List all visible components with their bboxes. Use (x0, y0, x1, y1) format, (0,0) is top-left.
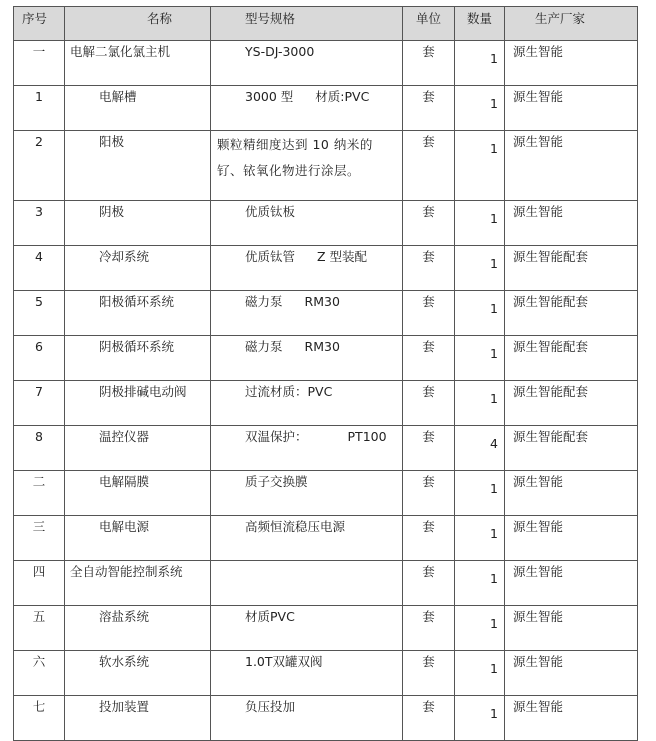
cell-maker: 源生智能 (505, 516, 638, 561)
cell-qty: 1 (455, 516, 505, 561)
cell-maker: 源生智能 (505, 86, 638, 131)
cell-model (211, 471, 403, 516)
cell-model (211, 131, 403, 201)
cell-model (211, 516, 403, 561)
cell-maker: 源生智能配套 (505, 381, 638, 426)
cell-name: 阴极 (65, 201, 211, 246)
cell-unit: 套 (403, 516, 455, 561)
cell-qty: 1 (455, 201, 505, 246)
cell-model (211, 291, 403, 336)
cell-index: 8 (14, 426, 65, 471)
cell-name: 软水系统 (65, 651, 211, 696)
table-row (14, 426, 638, 471)
cell-model (211, 426, 403, 471)
model-text: 颗粒精细度达到 10 纳米的钌、铱氧化物进行涂层。 (217, 137, 373, 178)
cell-index: 4 (14, 246, 65, 291)
model-text: 负压投加 (245, 699, 296, 714)
header-model: 型号规格 (211, 7, 403, 41)
model-text: 磁力泵 (245, 294, 283, 309)
model-text: 双温保护： (245, 429, 308, 444)
cell-index: 一 (14, 41, 65, 86)
cell-unit: 套 (403, 291, 455, 336)
cell-name: 冷却系统 (65, 246, 211, 291)
cell-qty: 1 (455, 131, 505, 201)
cell-maker: 源生智能 (505, 696, 638, 741)
header-index: 序号 (14, 7, 65, 41)
cell-name: 溶盐系统 (65, 606, 211, 651)
cell-index: 六 (14, 651, 65, 696)
cell-unit: 套 (403, 651, 455, 696)
cell-qty: 1 (455, 471, 505, 516)
table-body (14, 41, 638, 741)
cell-unit: 套 (403, 606, 455, 651)
cell-maker: 源生智能 (505, 41, 638, 86)
cell-name: 温控仪器 (65, 426, 211, 471)
cell-index: 四 (14, 561, 65, 606)
cell-qty: 1 (455, 41, 505, 86)
cell-qty: 1 (455, 246, 505, 291)
cell-unit: 套 (403, 426, 455, 471)
cell-index: 七 (14, 696, 65, 741)
cell-maker: 源生智能配套 (505, 426, 638, 471)
model-text-secondary: PT100 (347, 429, 387, 444)
cell-unit: 套 (403, 336, 455, 381)
cell-model (211, 381, 403, 426)
cell-maker: 源生智能配套 (505, 246, 638, 291)
table-row (14, 516, 638, 561)
cell-unit: 套 (403, 561, 455, 606)
cell-name: 阴极排碱电动阀 (65, 381, 211, 426)
cell-name: 阴极循环系统 (65, 336, 211, 381)
equipment-table (13, 6, 638, 741)
cell-maker: 源生智能 (505, 201, 638, 246)
model-text: YS-DJ-3000 (245, 44, 315, 59)
cell-maker: 源生智能 (505, 561, 638, 606)
table-row (14, 201, 638, 246)
header-qty: 数量 (455, 7, 505, 41)
table-row (14, 651, 638, 696)
cell-qty: 1 (455, 381, 505, 426)
table-row (14, 86, 638, 131)
cell-index: 6 (14, 336, 65, 381)
cell-maker: 源生智能 (505, 471, 638, 516)
cell-model (211, 41, 403, 86)
table-row (14, 41, 638, 86)
cell-name: 电解槽 (65, 86, 211, 131)
cell-index: 五 (14, 606, 65, 651)
cell-name: 全自动智能控制系统 (65, 561, 211, 606)
model-text-secondary: RM30 (304, 339, 340, 354)
cell-model (211, 201, 403, 246)
table-row (14, 291, 638, 336)
cell-unit: 套 (403, 86, 455, 131)
cell-unit: 套 (403, 696, 455, 741)
cell-model (211, 606, 403, 651)
cell-unit: 套 (403, 201, 455, 246)
header-unit: 单位 (403, 7, 455, 41)
model-text: 磁力泵 (245, 339, 283, 354)
cell-name: 阳极 (65, 131, 211, 201)
model-text: 优质钛板 (245, 204, 296, 219)
cell-maker: 源生智能 (505, 131, 638, 201)
table-row (14, 561, 638, 606)
cell-unit: 套 (403, 246, 455, 291)
cell-index: 3 (14, 201, 65, 246)
model-text: 高频恒流稳压电源 (245, 519, 346, 534)
model-text: 材质PVC (245, 609, 295, 624)
cell-name: 电解隔膜 (65, 471, 211, 516)
cell-maker: 源生智能 (505, 606, 638, 651)
table-row (14, 336, 638, 381)
equipment-table-wrapper (13, 6, 638, 741)
cell-qty: 1 (455, 606, 505, 651)
table-header-row (14, 7, 638, 41)
cell-unit: 套 (403, 131, 455, 201)
cell-name: 电解电源 (65, 516, 211, 561)
model-text: 优质钛管 (245, 249, 296, 264)
cell-qty: 1 (455, 696, 505, 741)
table-row (14, 381, 638, 426)
cell-model (211, 336, 403, 381)
model-text-secondary: 材质:PVC (315, 89, 370, 104)
cell-model (211, 561, 403, 606)
model-text-secondary: Z 型装配 (317, 249, 368, 264)
cell-maker: 源生智能配套 (505, 336, 638, 381)
cell-index: 5 (14, 291, 65, 336)
cell-model (211, 86, 403, 131)
cell-maker: 源生智能配套 (505, 291, 638, 336)
table-row (14, 606, 638, 651)
cell-index: 7 (14, 381, 65, 426)
cell-qty: 1 (455, 291, 505, 336)
cell-qty: 1 (455, 561, 505, 606)
table-row (14, 246, 638, 291)
table-row (14, 471, 638, 516)
cell-name: 阳极循环系统 (65, 291, 211, 336)
cell-model (211, 651, 403, 696)
model-text: 质子交换膜 (245, 474, 308, 489)
cell-index: 1 (14, 86, 65, 131)
header-name: 名称 (65, 7, 211, 41)
cell-name: 电解二氯化氯主机 (65, 41, 211, 86)
table-row (14, 131, 638, 201)
cell-qty: 4 (455, 426, 505, 471)
model-text: 过流材质：PVC (245, 384, 333, 399)
cell-name: 投加装置 (65, 696, 211, 741)
cell-model (211, 246, 403, 291)
cell-index: 二 (14, 471, 65, 516)
cell-unit: 套 (403, 471, 455, 516)
cell-unit: 套 (403, 381, 455, 426)
cell-index: 三 (14, 516, 65, 561)
cell-maker: 源生智能 (505, 651, 638, 696)
table-row (14, 696, 638, 741)
cell-qty: 1 (455, 651, 505, 696)
model-text: 3000 型 (245, 89, 294, 104)
cell-qty: 1 (455, 336, 505, 381)
cell-unit: 套 (403, 41, 455, 86)
cell-model (211, 696, 403, 741)
model-text-secondary: RM30 (304, 294, 340, 309)
header-maker: 生产厂家 (505, 7, 638, 41)
cell-qty: 1 (455, 86, 505, 131)
cell-index: 2 (14, 131, 65, 201)
model-text: 1.0T双罐双阀 (245, 654, 323, 669)
